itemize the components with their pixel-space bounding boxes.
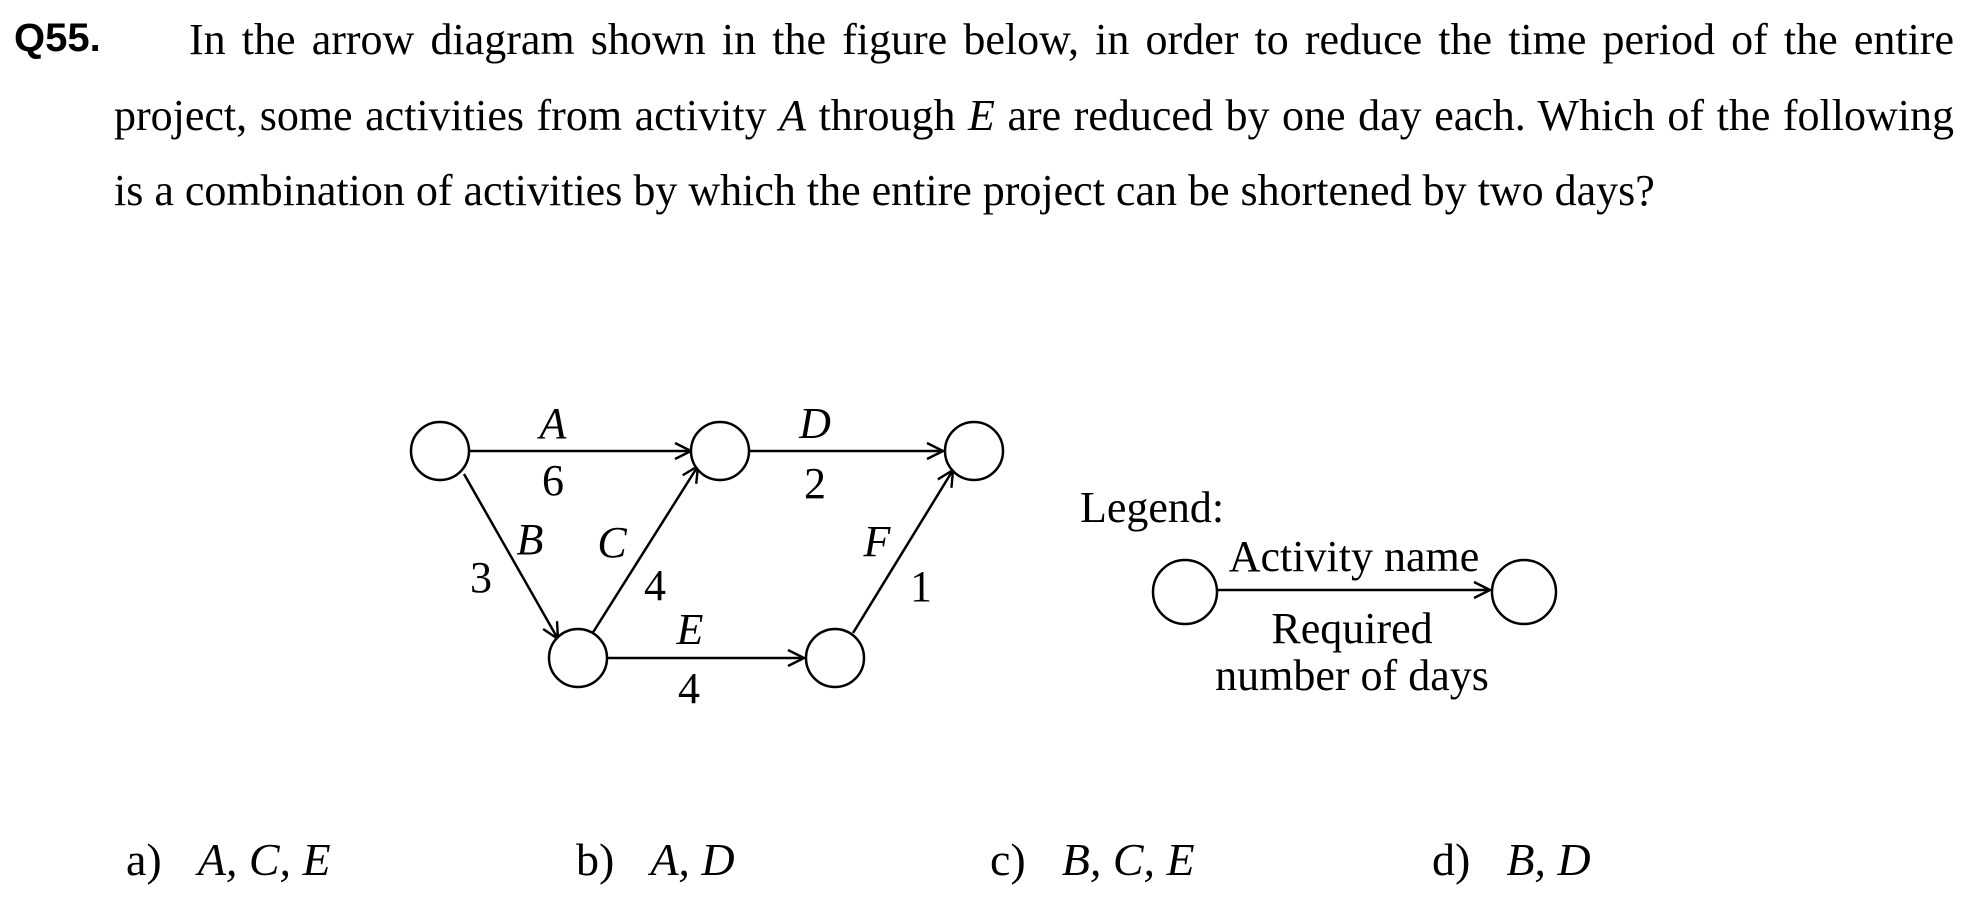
- stem-text-1: In the arrow diagram shown in the figure below, in order to reduce the time period of the entire project, some activities from activity: [114, 15, 1954, 140]
- choice-d[interactable]: [1432, 832, 1591, 888]
- stem-text-3: are reduced by one day each. Which of the following is a combination of activities by which the entire project can be shortened by two days?: [114, 90, 1954, 215]
- node-5: [806, 629, 864, 687]
- choice-b-letter: b): [576, 834, 615, 885]
- legend-node-end: [1492, 560, 1556, 624]
- legend-node-start: [1153, 560, 1217, 624]
- label-e-name: E: [676, 605, 704, 654]
- node-4: [549, 629, 607, 687]
- label-f-days: 1: [910, 562, 932, 611]
- label-c-name: C: [597, 518, 627, 567]
- choice-b[interactable]: [576, 832, 735, 888]
- choice-a[interactable]: [126, 832, 331, 888]
- choice-a-letter: a): [126, 834, 162, 885]
- stem-var-a: A: [779, 90, 807, 140]
- stem-var-e: E: [968, 90, 995, 140]
- node-3: [945, 422, 1003, 480]
- label-b-name: B: [516, 515, 544, 564]
- choice-c-answer: B, C, E: [1061, 834, 1195, 885]
- legend-title: Legend:: [1080, 483, 1225, 532]
- choice-c-letter: c): [990, 834, 1026, 885]
- stem-text-2: through: [806, 90, 968, 140]
- choice-d-letter: d): [1432, 834, 1471, 885]
- label-f-name: F: [863, 517, 891, 566]
- legend-days-line1: Required: [1271, 604, 1433, 653]
- choice-a-answer: A, C, E: [197, 834, 331, 885]
- question-number: Q55.: [14, 16, 101, 60]
- choice-b-answer: A, D: [650, 834, 735, 885]
- node-1: [411, 422, 469, 480]
- node-2: [691, 422, 749, 480]
- label-a-days: 6: [542, 456, 564, 505]
- label-a-name: A: [539, 399, 567, 448]
- legend-activity-name: Activity name: [1228, 532, 1480, 581]
- label-b-days: 3: [470, 553, 492, 602]
- label-e-days: 4: [678, 664, 700, 713]
- legend-days-line2: number of days: [1215, 651, 1489, 700]
- choice-d-answer: B, D: [1506, 834, 1591, 885]
- choice-c[interactable]: [990, 832, 1195, 888]
- label-d-name: D: [799, 399, 831, 448]
- label-d-days: 2: [804, 459, 826, 508]
- label-c-days: 4: [644, 561, 666, 610]
